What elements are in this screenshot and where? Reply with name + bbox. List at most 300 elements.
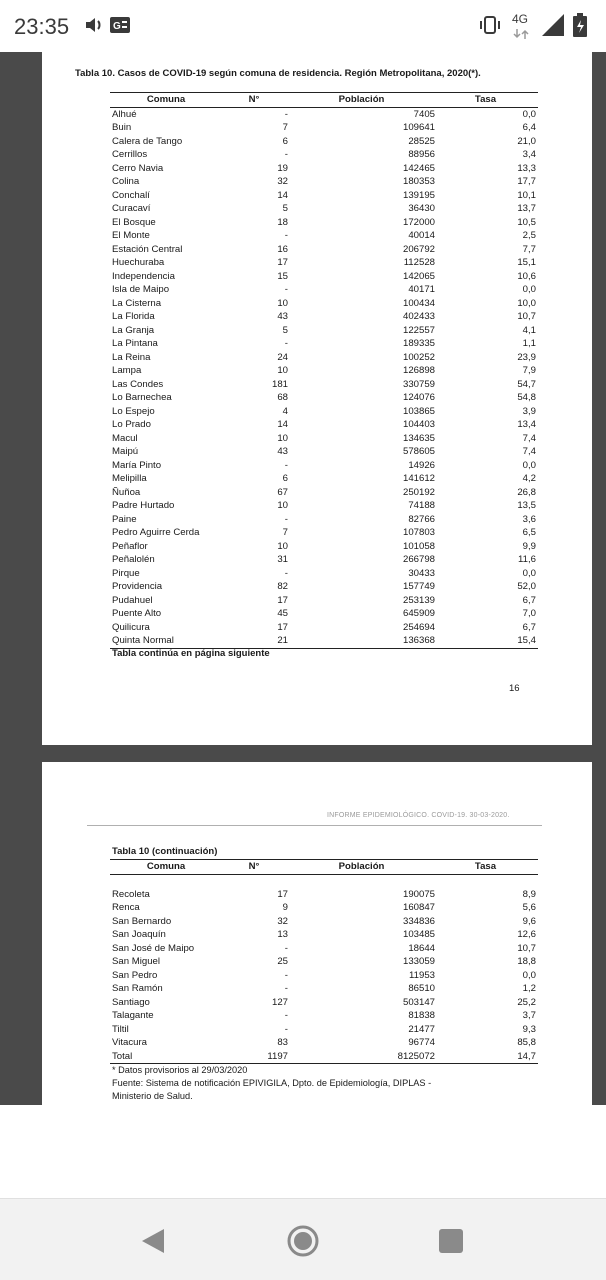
cell-tasa: 3,7 [522,1010,536,1021]
cell-poblacion: 74188 [408,500,435,511]
col-header-comuna: Comuna [110,93,220,108]
cell-tasa: 26,8 [517,486,536,498]
cell-n: 21 [220,634,288,648]
cell-n: - [284,338,288,349]
cell-n: 31 [277,554,288,565]
cell-tasa: 3,9 [522,405,536,417]
cell-tasa: 1,2 [522,983,536,994]
cell-n: 45 [277,608,288,619]
table-row [110,135,538,149]
table-row [110,996,538,1010]
cell-poblacion: 266798 [402,554,435,565]
table-row [110,901,538,915]
cell-tasa: 7,9 [522,365,536,376]
cell-comuna: Providencia [112,581,163,592]
cell-n: 181 [271,378,288,390]
cell-tasa: 6,7 [522,621,536,633]
table-row [110,445,538,459]
cell-poblacion: 160847 [402,902,435,913]
cell-poblacion: 180353 [402,176,435,187]
table-title: Tabla 10. Casos de COVID-19 según comuna de residencia. Región Metropolitana, 2020(*). [75,68,481,79]
cell-n: - [284,567,288,579]
cell-comuna: Maipú [112,446,139,457]
footnote-ministry: Ministerio de Salud. [112,1091,193,1101]
cell-poblacion: 82766 [408,513,435,525]
cell-poblacion: 578605 [402,446,435,457]
cell-poblacion: 103485 [402,929,435,940]
cell-poblacion: 142065 [402,270,435,282]
table-row [110,486,538,500]
cell-poblacion [288,874,435,888]
table-row [110,594,538,608]
cell-comuna: Recoleta [112,888,150,900]
cell-tasa: 10,7 [517,311,536,322]
table-row [110,459,538,473]
back-button[interactable] [133,1221,173,1261]
cell-comuna: San Bernardo [112,915,172,927]
table-row [110,540,538,554]
cell-n: 17 [277,257,288,268]
document-viewer[interactable] [0,52,606,1105]
cell-tasa: 6,7 [522,594,536,606]
cell-comuna: Renca [112,902,140,913]
cell-comuna: La Pintana [112,338,158,349]
footnote-source: Fuente: Sistema de notificación EPIVIGILA, Dpto. de Epidemiología, DIPLAS - [112,1078,432,1088]
cell-tasa: 4,1 [522,324,536,336]
cell-n: 6 [282,135,288,147]
table-row [110,1036,538,1050]
cell-poblacion: 40171 [408,284,435,295]
cell-tasa: 0,0 [522,108,536,120]
cell-comuna: Quilicura [112,621,150,633]
cell-comuna: Huechuraba [112,257,165,268]
cell-n: 5 [282,324,288,336]
cell-n: 25 [277,956,288,967]
battery-icon [572,13,588,42]
cell-n: 6 [282,473,288,484]
navigation-bar [0,1198,606,1280]
table-row [110,202,538,216]
cell-comuna: San Miguel [112,956,160,967]
col-header-comuna: Comuna [110,860,220,875]
cell-poblacion: 172000 [402,216,435,228]
cell-poblacion: 189335 [402,338,435,349]
cell-tasa: 8,9 [522,888,536,900]
cell-poblacion: 109641 [402,122,435,133]
cell-tasa: 6,5 [522,527,536,538]
report-header: INFORME EPIDEMIOLÓGICO. COVID-19. 30-03-2020. [327,812,510,819]
table-row [110,405,538,419]
cell-comuna: Independencia [112,270,175,282]
cell-comuna [110,874,220,888]
table-row [110,1050,538,1064]
table-row [110,364,538,378]
cell-tasa: 85,8 [517,1037,536,1048]
cell-poblacion: 104403 [402,419,435,430]
cell-poblacion: 134635 [402,432,435,444]
cell-tasa: 0,0 [522,969,536,981]
cell-comuna: El Monte [112,230,150,241]
cell-tasa: 9,3 [522,1023,536,1035]
cell-tasa: 14,7 [435,1050,538,1064]
cell-comuna: Padre Hurtado [112,500,175,511]
table-row [110,942,538,956]
cell-poblacion: 112528 [403,257,435,268]
cell-n: 82 [277,581,288,592]
cell-poblacion: 190075 [402,888,435,900]
cell-poblacion: 101058 [402,540,435,552]
cell-tasa: 3,4 [522,149,536,160]
cell-n [220,874,288,888]
cell-n: 24 [277,351,288,363]
table-row [110,888,538,902]
recents-button[interactable] [431,1221,471,1261]
cell-tasa: 11,6 [518,554,536,565]
cell-tasa [435,874,538,888]
table-row [110,499,538,513]
table-row [110,229,538,243]
table-row [110,378,538,392]
cell-poblacion: 136368 [288,634,435,648]
table-row [110,621,538,635]
table-row [110,175,538,189]
cell-poblacion: 157749 [402,581,435,592]
cell-poblacion: 14926 [408,459,435,471]
cell-comuna: Isla de Maipo [112,284,170,295]
col-header-tasa: Tasa [435,860,538,875]
cell-comuna: Talagante [112,1010,154,1021]
status-bar [0,0,606,52]
cell-comuna: Macul [112,432,138,444]
cell-tasa: 15,1 [517,257,536,268]
col-header-tasa: Tasa [435,93,538,108]
cell-n: 68 [277,392,288,403]
cell-poblacion: 7405 [413,108,435,120]
cell-poblacion: 141612 [402,473,435,484]
recents-icon [438,1228,464,1254]
cell-comuna: Santiago [112,996,150,1008]
cell-poblacion: 206792 [402,243,435,255]
cell-tasa: 10,6 [517,270,536,282]
cell-n: 4 [282,405,288,417]
signal-icon [542,14,564,41]
table-row [110,216,538,230]
cell-tasa: 18,8 [517,956,536,967]
cell-poblacion: 334836 [402,915,435,927]
cell-n: 16 [277,243,288,255]
cell-comuna: María Pinto [112,459,162,471]
table-row [110,337,538,351]
cell-poblacion: 402433 [402,311,435,322]
table-row [110,351,538,365]
covid-cases-table-continued [110,859,538,1064]
cell-comuna: Cerro Navia [112,162,164,174]
cell-poblacion: 645909 [402,608,435,619]
cell-poblacion: 36430 [408,203,435,214]
cell-tasa: 10,7 [517,942,536,954]
cell-poblacion: 139195 [402,189,435,201]
cell-n: 14 [277,419,288,430]
cell-comuna: Ñuñoa [112,486,141,498]
cell-comuna: Colina [112,176,140,187]
table-row [110,526,538,540]
table-row [110,270,538,284]
cell-n: - [284,459,288,471]
table-row [110,148,538,162]
cell-n: 9 [282,902,288,913]
cell-poblacion: 122557 [402,324,435,336]
header-divider [87,825,542,826]
cell-comuna: Tiltil [112,1023,129,1035]
cell-n: 17 [277,594,288,606]
clock: 23:35 [14,14,70,39]
pdf-page-16 [42,52,592,745]
covid-cases-table [110,92,538,649]
cell-tasa: 0,0 [522,284,536,295]
cell-tasa: 2,5 [522,230,536,241]
cell-tasa: 0,0 [522,567,536,579]
cell-n: 10 [277,432,288,444]
pdf-page-17 [42,762,592,1105]
table-row [110,567,538,581]
cell-n: 43 [277,446,288,457]
cell-comuna: Lampa [112,365,142,376]
col-header-n: N° [220,93,288,108]
table-row [110,432,538,446]
home-icon [286,1224,320,1258]
cell-poblacion: 124076 [402,392,435,403]
cell-comuna: Lo Prado [112,419,151,430]
page-number: 16 [509,683,520,694]
cell-comuna: Lo Barnechea [112,392,172,403]
cell-poblacion: 503147 [402,996,435,1008]
cell-tasa: 13,5 [517,500,536,511]
table-row [110,982,538,996]
cell-tasa: 6,4 [522,122,536,133]
cell-poblacion: 96774 [408,1037,435,1048]
cell-n: 19 [277,162,288,174]
cell-n: - [284,1023,288,1035]
cell-comuna: Calera de Tango [112,135,183,147]
cell-poblacion: 81838 [408,1010,435,1021]
cell-comuna: Total [110,1050,220,1064]
cell-poblacion: 107803 [402,527,435,538]
table-row [110,297,538,311]
table-row [110,189,538,203]
table-row [110,472,538,486]
cell-tasa: 10,1 [517,189,536,201]
cell-poblacion: 103865 [402,405,435,417]
cell-tasa: 5,6 [522,902,536,913]
cell-comuna: Alhué [112,108,137,120]
cell-n: - [284,230,288,241]
cell-poblacion: 126898 [402,365,435,376]
cell-poblacion: 86510 [408,983,435,994]
cell-tasa: 23,9 [517,351,536,363]
table-row [110,121,538,135]
cell-n: 32 [277,176,288,187]
cell-n: - [284,108,288,120]
table-row [110,928,538,942]
cell-tasa: 9,9 [522,540,536,552]
cell-n: - [284,284,288,295]
table-continued-note: Tabla continúa en página siguiente [112,648,270,659]
table-row [110,1009,538,1023]
cell-tasa: 13,7 [517,203,536,214]
svg-text:G: G [113,21,121,32]
cell-comuna: La Cisterna [112,297,162,309]
cell-comuna: San José de Maipo [112,942,195,954]
cell-poblacion: 8125072 [288,1050,435,1064]
table-row [110,915,538,929]
volume-icon [84,16,104,39]
cell-poblacion: 100252 [402,351,435,363]
cell-tasa: 7,4 [522,432,536,444]
table-row [110,391,538,405]
cell-n: 17 [277,888,288,900]
cell-tasa: 0,0 [522,459,536,471]
table-row [110,162,538,176]
cell-comuna: Quinta Normal [110,634,220,648]
cell-comuna: Estación Central [112,243,183,255]
table-header-row [110,860,538,875]
cell-poblacion: 88956 [408,149,435,160]
cell-comuna: San Pedro [112,969,158,981]
cell-n: 10 [277,297,288,309]
cell-tasa: 10,0 [517,297,536,309]
col-header-poblacion: Población [288,93,435,108]
cell-poblacion: 254694 [402,621,435,633]
home-button[interactable] [283,1221,323,1261]
cell-comuna: Cerrillos [112,149,148,160]
table-row [110,553,538,567]
cell-n: 67 [277,486,288,498]
cell-poblacion: 30433 [408,567,435,579]
cell-n: 7 [282,527,288,538]
cell-tasa: 54,8 [517,392,536,403]
data-arrows-icon [513,26,529,44]
table-row [110,243,538,257]
cell-n: 127 [271,996,288,1008]
cell-tasa: 3,6 [522,513,536,525]
table-row [110,418,538,432]
cell-n: 10 [277,365,288,376]
cell-tasa: 21,0 [517,135,536,147]
col-header-n: N° [220,860,288,875]
cell-poblacion: 100434 [402,297,435,309]
table-row [110,256,538,270]
cell-tasa: 10,5 [517,216,536,228]
table-row [110,580,538,594]
cell-comuna: Peñalolén [112,554,155,565]
cell-comuna: Pirque [112,567,140,579]
cell-poblacion: 330759 [402,378,435,390]
cell-n: 15 [277,270,288,282]
table-row [110,324,538,338]
table-row [110,969,538,983]
cell-n: 13 [277,929,288,940]
vibrate-icon [478,16,502,39]
cell-tasa: 15,4 [435,634,538,648]
table-row [110,513,538,527]
cell-comuna: La Florida [112,311,155,322]
cell-tasa: 13,3 [517,162,536,174]
table-row [110,107,538,121]
cell-poblacion: 28525 [408,135,435,147]
cell-tasa: 17,7 [517,176,536,187]
cell-tasa: 4,2 [522,473,536,484]
table-row [110,310,538,324]
table-row [110,634,538,648]
cell-poblacion: 40014 [408,230,435,241]
cell-n: - [284,942,288,954]
cell-comuna: Buin [112,122,132,133]
back-icon [140,1227,166,1255]
cell-comuna: San Joaquín [112,929,166,940]
cell-n: - [284,149,288,160]
cell-comuna: Puente Alto [112,608,162,619]
cell-comuna: El Bosque [112,216,156,228]
cell-n: - [284,983,288,994]
cell-comuna: Conchalí [112,189,150,201]
cell-comuna: Lo Espejo [112,405,155,417]
notification-icon [110,17,130,38]
cell-comuna: Vitacura [112,1037,148,1048]
cell-n: 1197 [220,1050,288,1064]
cell-poblacion: 18644 [408,942,435,954]
cell-poblacion: 253139 [402,594,435,606]
cell-comuna: Melipilla [112,473,147,484]
table-row [110,283,538,297]
cell-comuna: Pedro Aguirre Cerda [112,527,200,538]
cell-tasa: 7,7 [522,243,536,255]
cell-comuna: Curacaví [112,203,151,214]
cell-n: 14 [277,189,288,201]
cell-poblacion: 250192 [402,486,435,498]
cell-tasa: 25,2 [517,996,536,1008]
cell-tasa: 7,0 [522,608,536,619]
cell-n: 83 [277,1037,288,1048]
footnote-provisional: * Datos provisorios al 29/03/2020 [112,1065,248,1075]
cell-poblacion: 11953 [409,969,435,981]
cell-poblacion: 142465 [402,162,435,174]
cell-comuna: Las Condes [112,378,164,390]
cell-tasa: 12,6 [517,929,536,940]
cell-comuna: San Ramón [112,983,163,994]
cell-tasa: 13,4 [517,419,536,430]
table-row [110,955,538,969]
cell-n: 17 [277,621,288,633]
cell-n: 43 [277,311,288,322]
cell-n: - [284,969,288,981]
cell-tasa: 52,0 [517,581,536,592]
cell-n: - [284,513,288,525]
cell-comuna: La Reina [112,351,151,363]
cell-comuna: Pudahuel [112,594,153,606]
cell-n: 18 [277,216,288,228]
cell-n: 10 [277,540,288,552]
cell-poblacion: 21477 [408,1023,435,1035]
cell-tasa: 7,4 [522,446,536,457]
table-row [110,607,538,621]
cell-n: - [284,1010,288,1021]
cell-tasa: 54,7 [517,378,536,390]
cell-n: 10 [277,500,288,511]
cell-comuna: La Granja [112,324,155,336]
cell-comuna: Peñaflor [112,540,148,552]
table-continuation-title: Tabla 10 (continuación) [112,846,218,857]
network-type-label: 4G [512,12,529,26]
